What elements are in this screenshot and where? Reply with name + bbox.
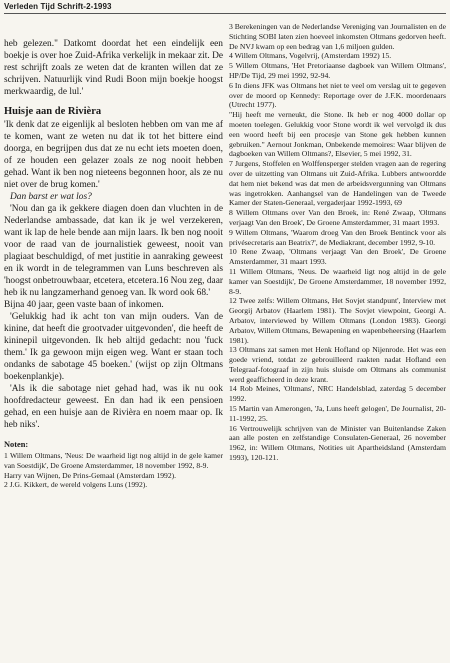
footnote: "Hij heeft me verneukt, die Stone. Ik heb er nog 4000 dollar op moeten toelegen. Gelukkig voor Stone wordt ik wel vervolgd ik dus een woord heeft bij een procesje van Stone gek hebben kunnen gebruiken." Aernout Jonkman, Onbekende memoires: Waar blijven de dagboeken van Willem Oltmans?, Elsevier, 5 mei 1992, 31. <box>229 110 446 159</box>
right-column <box>229 22 446 463</box>
notes-heading: Noten: <box>4 440 29 449</box>
footnote: 10 Rene Zwaap, 'Oltmans verjaagt Van den Broek', De Groene Amsterdammer, 31 maart 1993. <box>229 247 446 267</box>
footnote: 11 Willem Oltmans, 'Neus. De waarheid ligt nog altijd in de gele kamer van Soestdijk', De Groene Amsterdammer, 18 november 1992, 8-9. <box>229 266 446 296</box>
footnote: 9 Willem Oltmans, 'Waarom droeg Van den Broek Bentinck voor als privésecretaris aan Beatrix?', de Mediakrant, december 1992, 9-10. <box>229 227 446 247</box>
footnote: Harry van Wijnen, De Prins-Gemaal (Amsterdam 1992). <box>4 470 177 480</box>
footnote: 6 In diens JFK was Oltmans het niet te veel om verslag uit te gegeven over de moord op Kennedy: Reportage over de J.F.K. moordenaars (Utrecht 1977). <box>229 80 446 110</box>
footnote: 2 J.G. Kikkert, de wereld volgens Luns (1992). <box>4 480 148 490</box>
footnote: 12 Twee zelfs: Willem Oltmans, Het Sovjet standpunt', Interview met Georgij Arbatov (Haarlem 1981). The Sovjet viewpoint, Georgi A. Arbatov, interviewed by Willem Oltmans (London 1983). Georgi Arbatov, Willem Oltmans, Bewapening en wapenbeheersing (Haarlem 1981). <box>229 296 446 345</box>
footnote: 7 Jurgens, Stoffelen en Wolffensperger stelden vragen aan de regering over de uitzetting van Oltmans uit Zuid-Afrika. Lubbers antwoordde dat hem niet bekend was dat men de arbeidsvergunning van Oltmans was ingetrokken. Aanhangsel van de Handelingen van de Tweede Kamer der Staten-Generaal, vergaderjaar 1992-1993, 69 <box>229 159 446 208</box>
footnote: 14 Rob Meines, 'Oltmans', NRC Handelsblad, zaterdag 5 december 1992. <box>229 384 446 404</box>
notes-list-left <box>4 451 223 490</box>
interview-question: Dan barst er wat los? <box>10 192 92 202</box>
footnote: 1 Willem Oltmans, 'Neus: De waarheid ligt nog altijd in de gele kamer van Soestdijk', De Groene Amsterdammer, 18 november 1992, 8-9. <box>4 451 223 470</box>
footnote: 4 Willem Oltmans, Vogelvrij, (Amsterdam 1992) 15. <box>229 51 392 61</box>
footnote: 16 Vertrouwelijk schrijven van de Minister van Buitenlandse Zaken aan alle posten en zelfstandige Consulaten-Generaal, 26 november 1962, in: Willem Oltmans, Notities uit Apartheidsland (Amsterdam 1993), 120-121. <box>229 423 446 463</box>
running-header: Verleden Tijd Schrift-2-1993 <box>4 2 446 14</box>
body-paragraph: 'Als ik die sabotage niet gehad had, was ik nu ook hoofdredacteur geweest. En dan had ik een pensioen gehad, en een huisje aan de Rivièra en noem maar op. Ik heb niks'. <box>4 384 223 430</box>
footnote: 15 Martin van Amerongen, 'Ja, Luns heeft gelogen', De Journalist, 20-11-1992, 25. <box>229 404 446 423</box>
footnote: 8 Willem Oltmans over Van den Broek, in: René Zwaap, 'Oltmans verjaagt Van den Broek', De Groene Amsterdammer, 31 maart 1993. <box>229 208 446 227</box>
body-paragraph: 'Gelukkig had ik acht ton van mijn ouders. Van de kinine, dat heeft die grootvader uitgevonden', die heeft de kininepil uitgevonden. Ik heb altijd gedacht: nou 'fuck them.' Ik ga gewoon mijn eigen weg. Want er staan toch ondanks de sabotage 45 boeken.' (wijst op zijn Oltmans boekenplankje). <box>4 312 223 382</box>
body-paragraph: heb gelezen." Datkomt doordat het een eindelijk een boekje is over hoe Zuid-Afrika verkelijk in mekaar zit. De rest schrijft zoals ze weten dat de kranten willen dat ze schrijven. Natuurlijk vind Rudi Boon mijn boekje hoogst merkwaardig, de lul.' <box>4 39 223 97</box>
body-paragraph: 'Ik denk dat ze eigenlijk al besloten hebben om van me af te komen, want ze weten nu dat ik tot het bittere eind doorga, en begrijpen dus dat ze nu echt iets moeten doen, of ze houden een gelazer zoals ze nog nooit hebben gehad. Want ik ben nog nieteens begonnen hoor, als ze nu niet over de brug komen.' <box>4 120 223 190</box>
body-paragraph: Bijna 40 jaar, geen vaste baan of inkomen. <box>4 300 164 310</box>
footnote: 13 Oltmans zat samen met Henk Hofland op Nijenrode. Het was een goede vriend, totdat ze gebrouilleerd raakten nadat Hofland een Telegraaf-fotograaf in zijn huis sluisde om Oltmans als communist werd geafficheerd in deze krant. <box>229 345 446 384</box>
left-column <box>4 38 223 490</box>
body-paragraph: 'Nou dan ga ik gekkere diagen doen dan vluchten in de Nederlandse ambassade, dat kan ik je wel verzekeren, want ik lap de hele bende aan mijn laars. Ik ben nog nooit voor de raad van de journalistiek geweest, nooit van plagiaat beschuldigd, of met justitie in aanraking geweest en ik wordt in de telegrammen van Luns beschreven als 'hoogst onbetrouwbaar, etcetera, etcetera.16 Nou zeg, daar heb ik nu langzamerhand genoeg van. Ik word ook 68.' <box>4 204 223 298</box>
footnote: 3 Berekeningen van de Nederlandse Vereniging van Journalisten en de Stichting SOBI laten zien hoeveel inkomsten Oltmans gedorven heeft. De NVJ kwam op een bedrag van 1,6 miljoen gulden. <box>229 22 446 51</box>
section-heading: Huisje aan de Rivièra <box>4 106 102 117</box>
footnote: 5 Willem Oltmans, 'Het Pretoriaanse dagboek van Willem Oltmans', HP/De Tijd, 29 mei 1992, 92-94. <box>229 61 446 80</box>
